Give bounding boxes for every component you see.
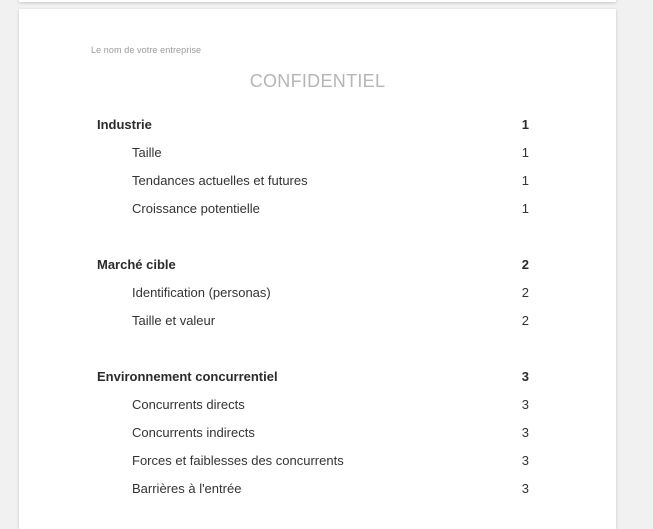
- toc-page-number: 2: [521, 257, 529, 272]
- toc-label: Tendances actuelles et futures: [132, 173, 308, 188]
- toc-entry-taille-valeur[interactable]: [97, 311, 529, 331]
- toc-page-number: 3: [521, 481, 529, 496]
- toc-label: Industrie: [97, 117, 152, 132]
- toc-page-number: 3: [521, 369, 529, 384]
- toc-entry-identification[interactable]: [97, 283, 529, 303]
- toc-label: Taille et valeur: [132, 313, 216, 328]
- toc-label: Marché cible: [97, 257, 176, 272]
- toc-label: Concurrents indirects: [132, 425, 255, 440]
- toc-section-marche-cible[interactable]: [97, 255, 529, 275]
- toc-page-number: 2: [521, 313, 529, 328]
- toc-entry-forces-faiblesses[interactable]: [97, 451, 529, 471]
- toc-page-number: 3: [521, 397, 529, 412]
- toc-entry-croissance[interactable]: [97, 199, 529, 219]
- previous-page-edge: [19, 0, 616, 2]
- toc-entry-tendances[interactable]: [97, 171, 529, 191]
- toc-page-number: 2: [521, 285, 529, 300]
- toc-page-number: 1: [521, 201, 529, 216]
- toc-entry-concurrents-directs[interactable]: [97, 395, 529, 415]
- toc-label: Identification (personas): [132, 285, 271, 300]
- toc-page-number: 3: [521, 453, 529, 468]
- document-page: [19, 9, 616, 529]
- toc-label: Taille: [132, 145, 162, 160]
- toc-label: Croissance potentielle: [132, 201, 260, 216]
- toc-entry-barrieres[interactable]: [97, 479, 529, 499]
- toc-entry-taille[interactable]: [97, 143, 529, 163]
- confidential-title: CONFIDENTIEL: [249, 71, 386, 91]
- toc-section-environnement[interactable]: [97, 367, 529, 387]
- toc-page-number: 1: [521, 145, 529, 160]
- toc-page-number: 3: [521, 425, 529, 440]
- company-name: Le nom de votre entreprise: [91, 45, 202, 55]
- toc-label: Barrières à l'entrée: [132, 481, 242, 496]
- toc-label: Concurrents directs: [132, 397, 245, 412]
- toc-label: Environnement concurrentiel: [97, 369, 278, 384]
- toc-entry-concurrents-indirects[interactable]: [97, 423, 529, 443]
- toc-section-industrie[interactable]: [97, 115, 529, 135]
- toc-label: Forces et faiblesses des concurrents: [132, 453, 344, 468]
- toc-page-number: 1: [521, 173, 529, 188]
- toc-page-number: 1: [521, 117, 529, 132]
